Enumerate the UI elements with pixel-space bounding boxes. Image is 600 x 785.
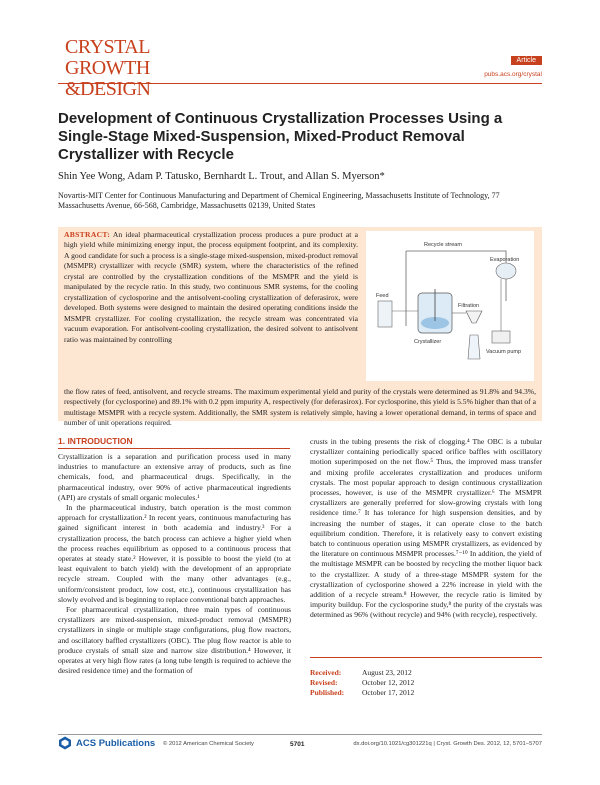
received-date: August 23, 2012 xyxy=(362,668,412,677)
publisher-name: ACS Publications xyxy=(76,737,156,749)
logo-line-2: GROWTH xyxy=(65,57,150,79)
revised-date-row xyxy=(310,678,414,688)
process-diagram xyxy=(366,231,534,381)
body-column-left xyxy=(58,452,291,676)
toc-label-crystallizer: Crystallizer xyxy=(414,339,442,345)
journal-logo-graphic xyxy=(65,34,185,102)
received-label: Received: xyxy=(310,668,342,677)
section-divider xyxy=(58,448,290,449)
citation-doi[interactable]: dx.doi.org/10.1021/cg301221q | Cryst. Growth Des. 2012, 12, 5701−5707 xyxy=(353,741,542,747)
footer-divider xyxy=(58,734,542,735)
published-date: October 17, 2012 xyxy=(362,688,415,697)
abstract-box xyxy=(58,227,542,428)
paragraph: crusts in the tubing presents the risk of clogging.⁴ The OBC is a tubular crystallizer containing periodically spaced orifice baffles with oscillatory motion superimposed on the net flow.⁵ Thus, the improved mass transfer and mixing profile accelerates crystallization and produces uniform crystals. The most popular approach to design continuous crystallization processes, however, is use of the MSMPR crystallizer.⁶ The MSMPR crystallizers are generally preferred for slow-growing crystals with long residence time.⁷ It has tolerance for high suspension densities, and by increasing the number of stages, it can operate close to the batch equilibrium condition. Therefore, it is relatively easy to convert existing batch to continuous operation using MSMPR crystallizers, as evidenced by the literature on continuous MSMPR processes.⁷⁻¹⁰ In addition, the yield of the multistage MSMPR can be boosted by recycling the mother liquor back to the crystallizer. A study of a three-stage MSMPR system for the crystallization of cyclosporine showed a 22% increase in yield with the addition of a recycle stream.⁸ However, the recycle ratio is limited by impurity buildup. For the cyclosporine study,⁸ the purity of the crystals was determined as 96% (without recycle) and 94% (with recycle), respectively. xyxy=(310,437,542,620)
published-label: Published: xyxy=(310,688,345,697)
paragraph: For pharmaceutical crystallization, three main types of continuous crystallizers are mixed-suspension, mixed-product removal (MSMPR) crystallizers in single or multiple stage configurations, plug flow reactors, and oscillatory baffled crystallizers (OBC). The plug flow reactor is able to produce crystals of small size and narrow size distribution.⁴ However, it operates at very high flow rates (a long tube length is required to achieve the desired residence time) and the formation of xyxy=(58,605,291,676)
evaporator-flask xyxy=(496,263,516,279)
journal-url-link[interactable]: pubs.acs.org/crystal xyxy=(484,71,542,78)
abstract-text-upper xyxy=(64,230,358,345)
acs-publications-logo[interactable] xyxy=(58,736,155,750)
header-divider xyxy=(58,83,542,84)
logo-line-3: &DESIGN xyxy=(65,78,151,100)
article-type-badge: Article xyxy=(511,56,542,65)
acs-hexagon-icon xyxy=(58,736,72,750)
abstract-text-lower: the flow rates of feed, antisolvent, and recycle streams. The maximum experimental yield and purity of the crystals were determined as 91.8% and 94.3%, respectively (for cyclosporine) and 89.1% with 0.2 ppm impurity A, respectively (for deferasirox). For cyclosporine, this yield is 5.5% higher than that of a multistage MSMPR with a recycle system. Additionally, the SMR system is relatively simple, having a lower operational demand, in terms of space and number of unit operations required. xyxy=(64,387,536,428)
toc-label-feed: Feed xyxy=(376,293,389,299)
section-heading: 1. INTRODUCTION xyxy=(58,436,133,446)
copyright: © 2012 American Chemical Society xyxy=(163,741,254,747)
dates-divider xyxy=(310,657,542,658)
toc-label-evaporation: Evaporation xyxy=(490,257,520,263)
abstract-label: ABSTRACT: xyxy=(64,230,111,239)
revised-date: October 12, 2012 xyxy=(362,678,415,687)
publication-dates xyxy=(310,668,414,698)
toc-label-vacuum: Vacuum pump xyxy=(486,349,522,355)
body-column-right xyxy=(310,437,542,621)
affiliation: Novartis-MIT Center for Continuous Manufacturing and Department of Chemical Engineering, Massachusetts Institute of Technology, 77 Massachusetts Avenue, 66-568, Cambridge, Massachusetts 02139, United States xyxy=(58,191,500,210)
paragraph: Crystallization is a separation and purification process used in many industries to manufacture an extensive array of products, such as fine chemicals, food, and pharmaceutical drugs. Specifically, in the pharmaceutical industry, over 90% of active pharmaceutical ingredients (API) are crystals of small organic molecules.¹ xyxy=(58,452,291,502)
paragraph: In the pharmaceutical industry, batch operation is the most common approach for crystallization.² In recent years, continuous manufacturing has gained significant interest in both academia and industry.³ For a crystallization process, the batch process can achieve a higher yield when the process reaches equilibrium as opposed to a continuous process that operates at steady state.² However, it is possible to boost the yield (to at least equivalent to batch yield) with the development of an appropriate recycle stream. Coupled with the many other advantages (e.g., uniform/consistent product, low cost, etc.), continuous crystallization has slowly evolved and is beginning to replace conventional batch approaches. xyxy=(58,503,291,604)
author-list: Shin Yee Wong, Adam P. Tatusko, Bernhardt L. Trout, and Allan S. Myerson* xyxy=(58,171,385,182)
toc-graphic xyxy=(366,231,534,381)
received-date-row xyxy=(310,668,414,678)
journal-logo xyxy=(65,34,185,102)
toc-label-filtration: Filtration xyxy=(458,303,480,309)
feed-bottle xyxy=(378,301,392,327)
page-number: 5701 xyxy=(290,741,305,748)
revised-label: Revised: xyxy=(310,678,338,687)
article-title: Development of Continuous Crystallization Processes Using a Single-Stage Mixed-Suspension, Mixed-Product Removal Crystallizer with Recycle xyxy=(58,110,503,163)
vacuum-pump xyxy=(492,331,510,343)
receiver-flask xyxy=(468,335,480,359)
toc-label-recycle: Recycle stream xyxy=(424,242,462,248)
abstract-body-upper: An ideal pharmaceutical crystallization process produces a pure product at a high yield while minimizing energy input, the process equipment footprint, and its complexity. A good candidate for such a process is a single-stage mixed-suspension, mixed-product removal (MSMPR) crystallizer with recycle (SMR) system, where the characteristics of the refined crystal are controlled by the crystallization conditions of the MSMPR and the yield is manipulated by the recycle ratio. In this study, two continuous SMR systems, for the cooling crystallization of cyclosporine and the antisolvent-cooling crystallization of deferasirox, were developed. Both systems were designed to maintain the desired operating conditions inside the MSMPR crystallizer. For cooling crystallization, the recycle stream was concentrated via vacuum evaporation. For antisolvent-cooling crystallization, the desired solvent to antisolvent ratio was maintained by controlling xyxy=(64,230,358,344)
published-date-row xyxy=(310,688,414,698)
logo-line-1: CRYSTAL xyxy=(65,36,150,58)
